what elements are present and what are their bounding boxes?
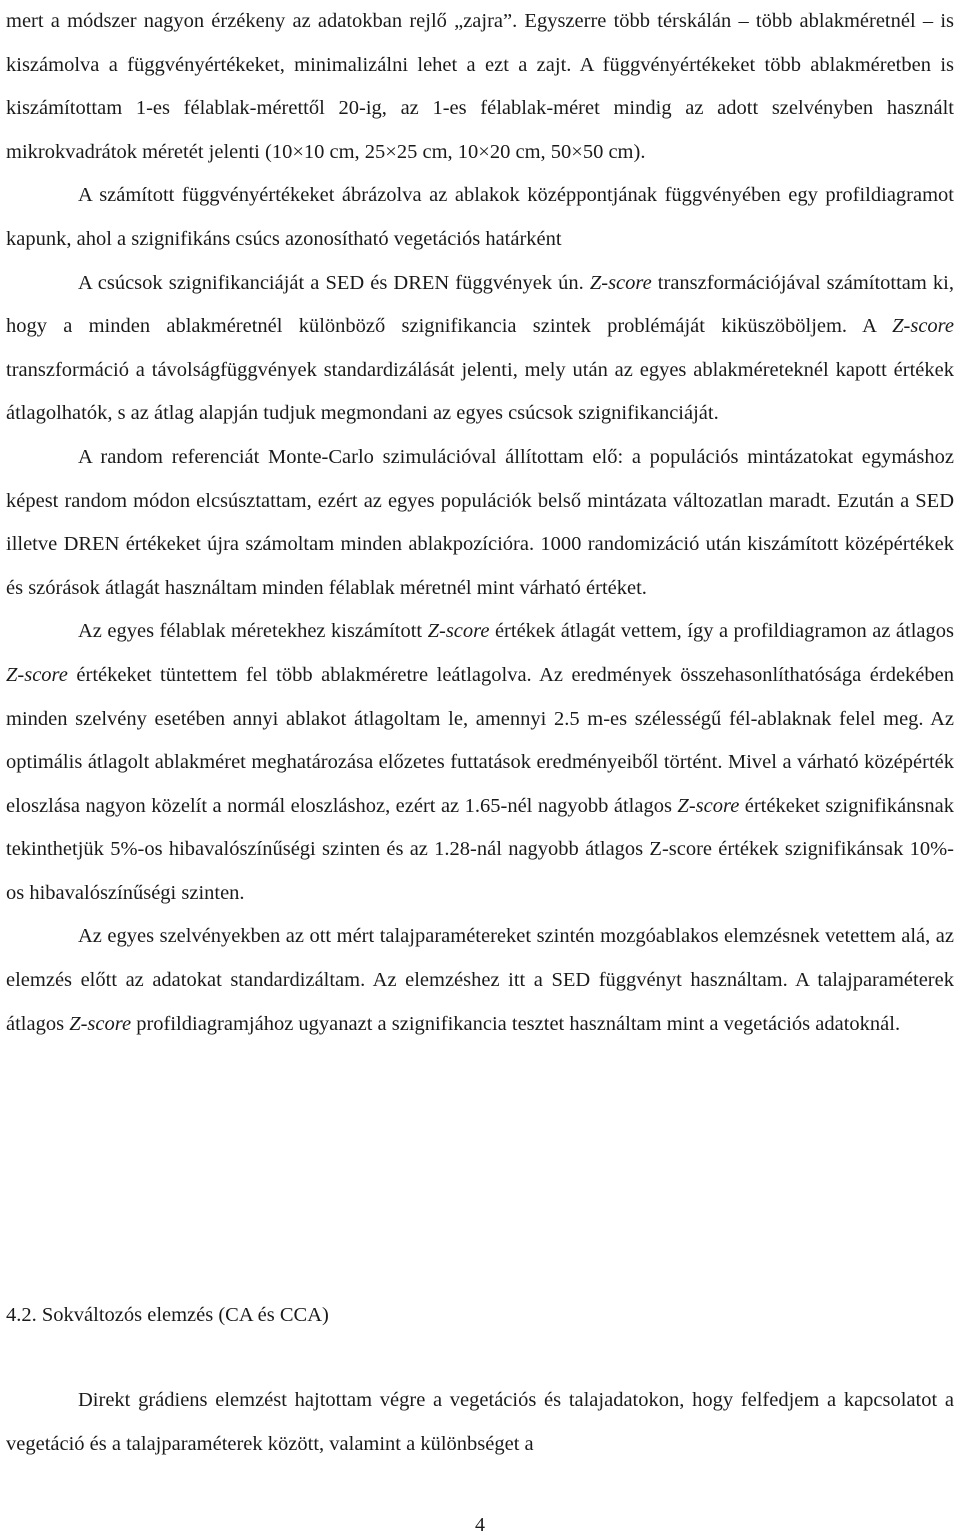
text-run: A csúcsok szignifikanciáját a SED és DREN függvények ún. (78, 271, 590, 294)
paragraph-window-size: mert a módszer nagyon érzékeny az adatokban rejlő „zajra”. Egyszerre több térskálán – több ablakméretnél – is kiszámolva a függvényértékeket, minimalizálni lehet a ezt a zajt. A függvényértékeket több ablakméretben is kiszámítottam 1-es félablak-mérettől 20-ig, az 1-es félablak-méret mindig az adott szelvényben használt mikrokvadrátok méretét jelenti (10×10 cm, 25×25 cm, 10×20 cm, 50×50 cm). (6, 10, 954, 163)
text-run: transzformációjával számítottam ki, hogy a minden ablakméretnél különböző szignifikancia szintek problémáját kiküszöböljem. A (6, 271, 954, 338)
paragraph-profile-diagram: A számított függvényértékeket ábrázolva az ablakok középpontjának függvényében egy profildiagramot kapunk, ahol a szignifikáns csúcs azonosítható vegetációs határként (6, 184, 954, 250)
document-body (6, 0, 954, 1046)
text-run: értékeket szignifikánsnak tekinthetjük 5%-os hibavalószínűségi szinten és az 1.28-nál nagyobb átlagos Z-score értékek szignifikánsak 10%-os hibavalószínűségi szinten. (6, 794, 954, 904)
paragraph-direct-gradient: Direkt grádiens elemzést hajtottam végre a vegetációs és talajadatokon, hogy felfedjem a kapcsolatot a vegetáció és a talajparaméterek között, valamint a különbséget a (6, 1389, 954, 1455)
page-number: 4 (475, 1514, 485, 1536)
text-run: értékek átlagát vettem, így a profildiagramon az átlagos (489, 620, 954, 643)
paragraph-soil-parameters (6, 915, 954, 1046)
italic-term: Z-score (69, 1012, 132, 1035)
paragraph-monte-carlo: A random referenciát Monte-Carlo szimulációval állítottam elő: a populációs mintázatokat egymáshoz képest random módon elcsúsztattam, ezért az egyes populációk belső mintázata változatlan maradt. Ezután a SED illetve DREN értékeket újra számoltam minden ablakpozícióra. 1000 randomizáció után kiszámított középértékek és szórások átlagát használtam minden félablak méretnél mint várható értéket. (6, 445, 954, 599)
section-heading: 4.2. Sokváltozós elemzés (CA és CCA) (6, 1304, 329, 1326)
paragraph-zscore-averaging (6, 610, 954, 915)
text-run: Az egyes félablak méretekhez kiszámított (78, 620, 428, 643)
italic-term: Z-score (892, 315, 954, 338)
text-run: profildiagramjához ugyanazt a szignifikancia tesztet használtam mint a vegetációs adatoknál. (131, 1012, 901, 1035)
text-run: transzformáció a távolságfüggvények standardizálását jelenti, mely után az egyes ablakméreteknél kapott értékek átlagolhatók, s az átlag alapján tudjuk megmondani az egyes csúcsok szignifikanciáját. (6, 358, 954, 425)
text-run: értékeket tüntettem fel több ablakméretre leátlagolva. Az eredmények összehasonlíthatósága érdekében minden szelvény esetében annyi ablakot átlagoltam le, amennyi 2.5 m-es szélességű fél-ablaknak felel meg. Az optimális átlagolt ablakméret meghatározása előzetes futtatások eredményeiből történt. Mivel a várható középérték eloszlása nagyon közelít a normál eloszláshoz, ezért az 1.65-nél nagyobb átlagos (6, 663, 954, 817)
italic-term: Z-score (677, 794, 740, 817)
italic-term: Z-score (6, 663, 68, 686)
italic-term: Z-score (589, 271, 652, 294)
paragraph-zscore-significance (6, 262, 954, 436)
text-run: Az egyes szelvényekben az ott mért talajparamétereket szintén mozgóablakos elemzésnek vetettem alá, az elemzés előtt az adatokat standardizáltam. Az elemzéshez itt a SED függvényt használtam. A talajparaméterek átlagos (6, 925, 954, 1035)
italic-term: Z-score (427, 620, 490, 643)
